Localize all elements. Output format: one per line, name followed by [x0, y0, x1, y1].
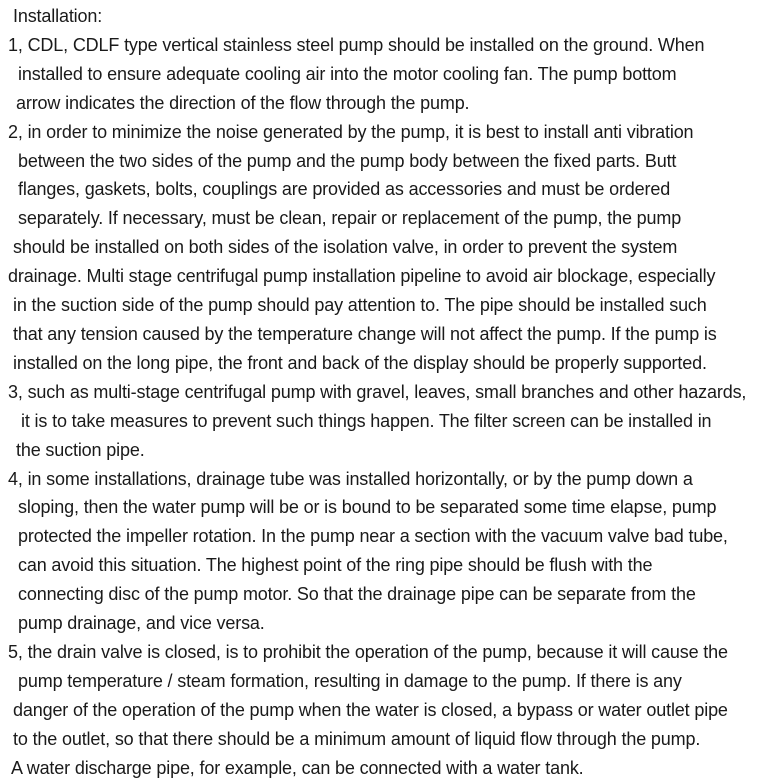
text-line: pump temperature / steam formation, resulting in damage to the pump. If there is any	[18, 670, 682, 691]
text-line: connecting disc of the pump motor. So that the drainage pipe can be separate from the	[18, 584, 696, 605]
text-line: can avoid this situation. The highest point of the ring pipe should be flush with the	[18, 555, 653, 576]
text-line: in the suction side of the pump should pay attention to. The pipe should be installed such	[13, 295, 707, 316]
text-line-item-3: 3, such as multi-stage centrifugal pump with gravel, leaves, small branches and other hazards,	[8, 381, 747, 402]
text-line-item-2: 2, in order to minimize the noise generated by the pump, it is best to install anti vibration	[8, 121, 694, 142]
text-line: drainage. Multi stage centrifugal pump installation pipeline to avoid air blockage, especially	[8, 266, 716, 287]
text-line: arrow indicates the direction of the flow through the pump.	[16, 92, 470, 113]
text-line: A water discharge pipe, for example, can be connected with a water tank.	[11, 757, 584, 778]
page-heading: Installation:	[13, 6, 103, 26]
text-line-item-4: 4, in some installations, drainage tube was installed horizontally, or by the pump down a	[8, 468, 693, 489]
text-line: between the two sides of the pump and the pump body between the fixed parts. Butt	[18, 150, 677, 171]
text-line: danger of the operation of the pump when the water is closed, a bypass or water outlet pipe	[13, 699, 728, 720]
text-line: the suction pipe.	[16, 439, 145, 460]
text-line: sloping, then the water pump will be or is bound to be separated some time elapse, pump	[18, 497, 717, 518]
text-line: to the outlet, so that there should be a minimum amount of liquid flow through the pump.	[13, 728, 701, 749]
text-line: it is to take measures to prevent such things happen. The filter screen can be installed in	[21, 410, 712, 431]
text-line-item-1: 1, CDL, CDLF type vertical stainless steel pump should be installed on the ground. When	[8, 34, 705, 55]
text-line: installed on the long pipe, the front and back of the display should be properly supported.	[13, 352, 707, 373]
text-line: installed to ensure adequate cooling air into the motor cooling fan. The pump bottom	[18, 63, 677, 84]
text-line: flanges, gaskets, bolts, couplings are provided as accessories and must be ordered	[18, 179, 671, 200]
text-line: should be installed on both sides of the isolation valve, in order to prevent the system	[13, 237, 678, 258]
text-line-item-5: 5, the drain valve is closed, is to prohibit the operation of the pump, because it will cause the	[8, 641, 728, 662]
text-line: that any tension caused by the temperature change will not affect the pump. If the pump is	[13, 323, 717, 344]
text-line: protected the impeller rotation. In the pump near a section with the vacuum valve bad tube,	[18, 526, 728, 547]
text-line: separately. If necessary, must be clean, repair or replacement of the pump, the pump	[18, 208, 682, 229]
text-line: pump drainage, and vice versa.	[18, 613, 265, 634]
